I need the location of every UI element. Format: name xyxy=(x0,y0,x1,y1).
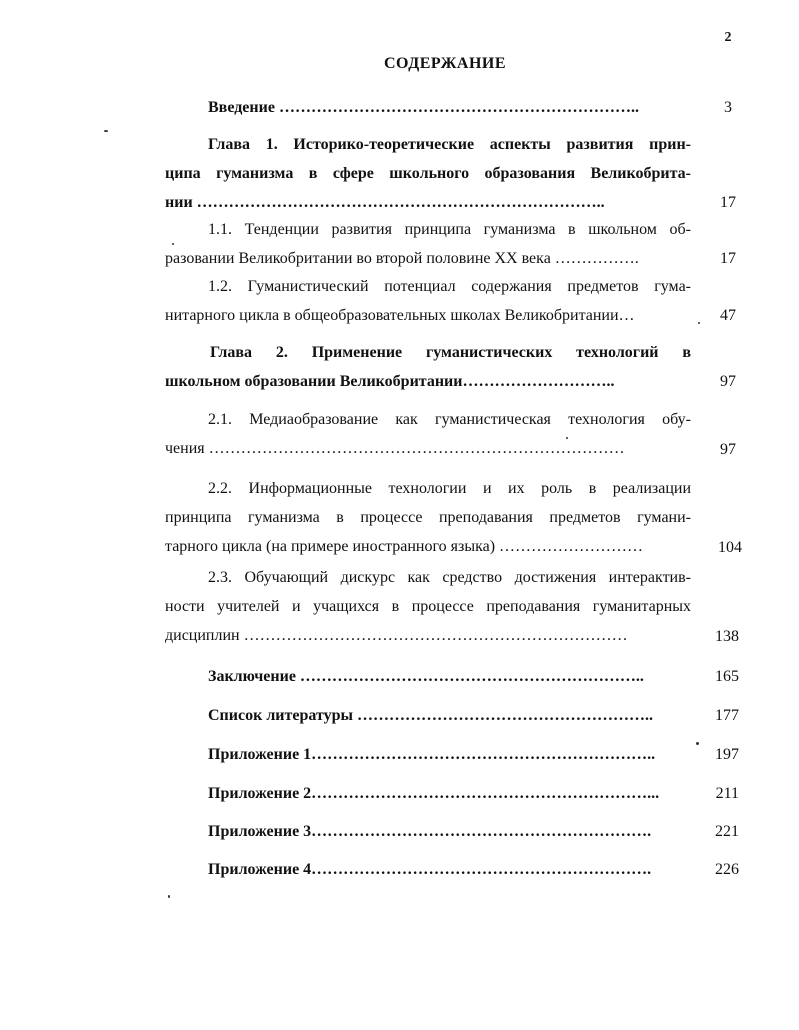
toc-entry-line: Список литературы ……………………………………………….. xyxy=(208,707,653,724)
toc-entry-page: 138 xyxy=(715,628,739,645)
toc-entry-page: 97 xyxy=(720,441,736,458)
toc-entry-line: Введение ………………………………………………………….. xyxy=(208,99,639,116)
toc-entry-line: Приложение 1……………………………………………………….. xyxy=(208,746,656,763)
toc-entry-line: 2.3. Обучающий дискурс как средство достижения интерактив- xyxy=(208,569,691,586)
toc-entry-line: разовании Великобритании во второй половине XX века ……………. xyxy=(165,250,639,267)
toc-entry-line: Глава 2. Применение гуманистических технологий в xyxy=(210,344,691,361)
toc-entry-page: 97 xyxy=(720,373,736,390)
toc-entry-line: ности учителей и учащихся в процессе преподавания гуманитарных xyxy=(165,598,691,615)
toc-entry-page: 197 xyxy=(715,746,739,763)
toc-entry-line: чения …………………………………………………………………… xyxy=(165,440,625,457)
toc-entry-line: 1.2. Гуманистический потенциал содержания предметов гума- xyxy=(208,278,691,295)
toc-entry-line: ципа гуманизма в сфере школьного образования Великобрита- xyxy=(165,165,691,182)
toc-entry-line: 2.2. Информационные технологии и их роль в реализации xyxy=(208,480,691,497)
toc-entry-line: дисциплин ……………………………………………………………… xyxy=(165,627,628,644)
toc-entry-line: Глава 1. Историко-теоретические аспекты развития прин- xyxy=(208,136,691,153)
toc-entry-section-2-3[interactable] xyxy=(165,563,691,650)
scan-speck xyxy=(168,895,170,898)
scan-speck xyxy=(104,130,108,132)
toc-entry-appendix-3[interactable] xyxy=(208,817,688,846)
scan-speck xyxy=(172,243,174,245)
scan-speck xyxy=(698,322,700,324)
toc-entry-bibliography[interactable] xyxy=(208,701,688,730)
toc-entry-line: Приложение 2………………………………………………………... xyxy=(208,785,660,802)
toc-entry-line: 2.1. Медиаобразование как гуманистическая технология обу- xyxy=(208,411,691,428)
toc-entry-section-2-2[interactable] xyxy=(165,474,691,561)
toc-entry-line: Приложение 3………………………………………………………. xyxy=(208,823,652,840)
toc-entry-appendix-2[interactable] xyxy=(208,779,688,808)
toc-entry-page: 17 xyxy=(720,250,736,267)
toc-entry-line: Заключение ……………………………………………………….. xyxy=(208,668,644,685)
toc-entry-chapter-2[interactable] xyxy=(165,338,691,396)
toc-entry-line: нии ………………………………………………………………….. xyxy=(165,194,605,211)
toc-entry-chapter-1[interactable] xyxy=(165,130,691,217)
toc-entry-page: 47 xyxy=(720,307,736,324)
toc-entry-page: 104 xyxy=(718,539,742,556)
toc-entry-page: 165 xyxy=(715,668,739,685)
toc-entry-page: 221 xyxy=(715,823,739,840)
toc-entry-section-1-2[interactable] xyxy=(165,272,691,330)
toc-entry-line: нитарного цикла в общеобразовательных школах Великобритании… xyxy=(165,307,635,324)
scan-speck xyxy=(696,742,699,745)
scan-speck xyxy=(566,437,568,439)
toc-entry-section-1-1[interactable] xyxy=(165,215,691,273)
toc-entry-conclusion[interactable] xyxy=(208,662,688,691)
toc-entry-appendix-1[interactable] xyxy=(208,740,688,769)
toc-entry-page: 177 xyxy=(715,707,739,724)
toc-entry-line: принципа гуманизма в процессе преподавания предметов гумани- xyxy=(165,509,691,526)
toc-entry-page: 226 xyxy=(715,861,739,878)
toc-entry-appendix-4[interactable] xyxy=(208,855,688,884)
toc-entry-line: тарного цикла (на примере иностранного языка) ……………………… xyxy=(165,538,644,555)
toc-entry-introduction[interactable] xyxy=(208,93,678,122)
toc-entry-line: 1.1. Тенденции развития принципа гуманизма в школьном об- xyxy=(208,221,691,238)
toc-entry-page: 3 xyxy=(724,99,732,116)
toc-entry-section-2-1[interactable] xyxy=(165,405,691,463)
toc-entry-page: 211 xyxy=(715,785,739,802)
page-number: 2 xyxy=(724,30,732,45)
toc-entry-line: школьном образовании Великобритании……………………….. xyxy=(165,373,615,390)
toc-title: СОДЕРЖАНИЕ xyxy=(383,55,507,72)
toc-entry-line: Приложение 4………………………………………………………. xyxy=(208,861,652,878)
toc-entry-page: 17 xyxy=(720,194,736,211)
